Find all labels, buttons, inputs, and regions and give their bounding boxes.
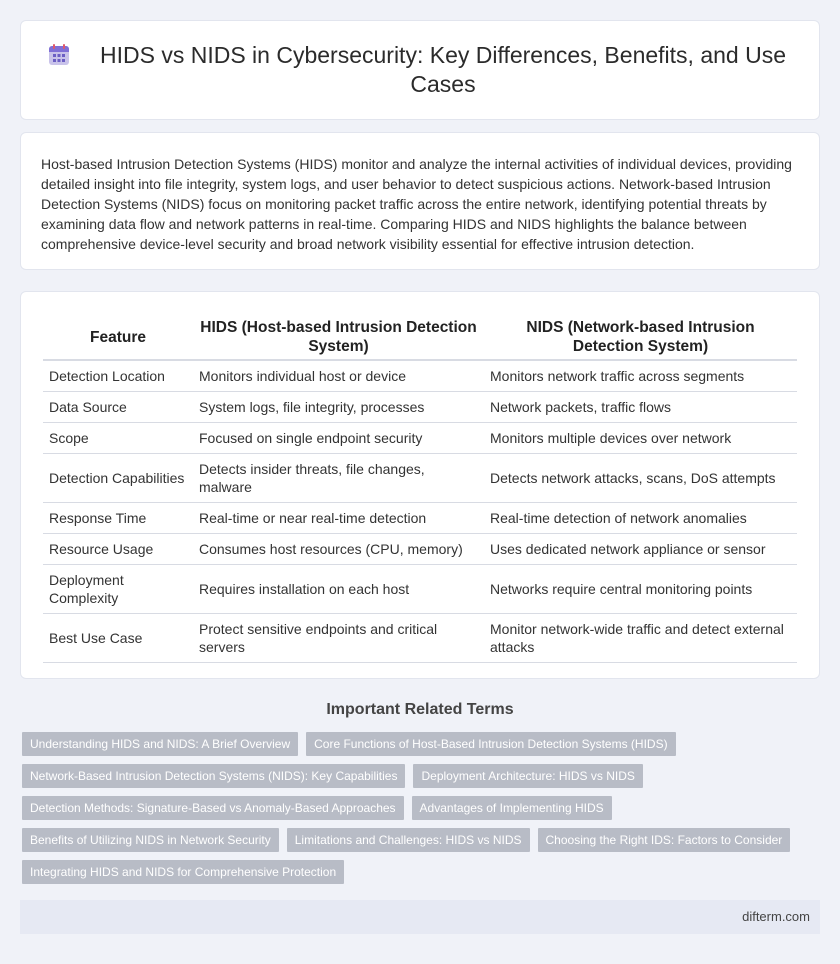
hids-cell: Monitors individual host or device <box>193 360 484 392</box>
hids-cell: Focused on single endpoint security <box>193 423 484 454</box>
hids-cell: Consumes host resources (CPU, memory) <box>193 534 484 565</box>
comparison-table <box>43 312 797 663</box>
table-row <box>43 614 797 663</box>
nids-cell: Uses dedicated network appliance or sensor <box>484 534 797 565</box>
related-term-link[interactable]: Choosing the Right IDS: Factors to Consider <box>538 828 791 852</box>
feature-cell: Data Source <box>43 392 193 423</box>
nids-cell: Network packets, traffic flows <box>484 392 797 423</box>
feature-cell: Response Time <box>43 503 193 534</box>
header-feature: Feature <box>43 312 193 360</box>
related-term-link[interactable]: Understanding HIDS and NIDS: A Brief Overview <box>22 732 298 756</box>
table-row <box>43 454 797 503</box>
related-term-link[interactable]: Network-Based Intrusion Detection Systems (NIDS): Key Capabilities <box>22 764 405 788</box>
table-header-row <box>43 312 797 360</box>
table-row <box>43 423 797 454</box>
feature-cell: Best Use Case <box>43 614 193 663</box>
nids-cell: Real-time detection of network anomalies <box>484 503 797 534</box>
table-row <box>43 534 797 565</box>
related-term-link[interactable]: Advantages of Implementing HIDS <box>412 796 612 820</box>
nids-cell: Monitor network-wide traffic and detect external attacks <box>484 614 797 663</box>
page-title: HIDS vs NIDS in Cybersecurity: Key Differences, Benefits, and Use Cases <box>99 42 786 97</box>
page-header <box>20 20 820 120</box>
table-row <box>43 392 797 423</box>
related-term-link[interactable]: Core Functions of Host-Based Intrusion Detection Systems (HIDS) <box>306 732 675 756</box>
related-terms-title: Important Related Terms <box>326 701 514 718</box>
related-term-link[interactable]: Integrating HIDS and NIDS for Comprehensive Protection <box>22 860 344 884</box>
related-term-link[interactable]: Benefits of Utilizing NIDS in Network Security <box>22 828 279 852</box>
related-term-link[interactable]: Detection Methods: Signature-Based vs Anomaly-Based Approaches <box>22 796 404 820</box>
calendar-icon <box>47 41 93 72</box>
table-row <box>43 360 797 392</box>
table-row <box>43 565 797 614</box>
nids-cell: Monitors multiple devices over network <box>484 423 797 454</box>
related-term-link[interactable]: Deployment Architecture: HIDS vs NIDS <box>413 764 642 788</box>
hids-cell: Real-time or near real-time detection <box>193 503 484 534</box>
feature-cell: Deployment Complexity <box>43 565 193 614</box>
hids-cell: Detects insider threats, file changes, malware <box>193 454 484 503</box>
feature-cell: Detection Capabilities <box>43 454 193 503</box>
related-term-link[interactable]: Limitations and Challenges: HIDS vs NIDS <box>287 828 530 852</box>
intro-section <box>20 132 820 270</box>
intro-text: Host-based Intrusion Detection Systems (HIDS) monitor and analyze the internal activities of individual devices, providing detailed insight into file integrity, system logs, and user behavior to detect suspicious actions. Network-based Intrusion Detection Systems (NIDS) focus on monitoring packet traffic across the entire network, identifying potential threats by examining data flow and network patterns in real-time. Comparing HIDS and NIDS highlights the balance between comprehensive device-level security and broad network visibility essential for effective intrusion detection. <box>41 156 792 252</box>
header-hids: HIDS (Host-based Intrusion Detection System) <box>193 312 484 360</box>
page-footer <box>20 900 820 934</box>
table-row <box>43 503 797 534</box>
related-terms-list <box>0 732 840 892</box>
hids-cell: Requires installation on each host <box>193 565 484 614</box>
nids-cell: Networks require central monitoring points <box>484 565 797 614</box>
site-name[interactable]: difterm.com <box>742 909 810 924</box>
comparison-table-card <box>20 291 820 679</box>
hids-cell: System logs, file integrity, processes <box>193 392 484 423</box>
nids-cell: Detects network attacks, scans, DoS attempts <box>484 454 797 503</box>
header-nids: NIDS (Network-based Intrusion Detection System) <box>484 312 797 360</box>
feature-cell: Detection Location <box>43 360 193 392</box>
hids-cell: Protect sensitive endpoints and critical servers <box>193 614 484 663</box>
feature-cell: Scope <box>43 423 193 454</box>
nids-cell: Monitors network traffic across segments <box>484 360 797 392</box>
feature-cell: Resource Usage <box>43 534 193 565</box>
